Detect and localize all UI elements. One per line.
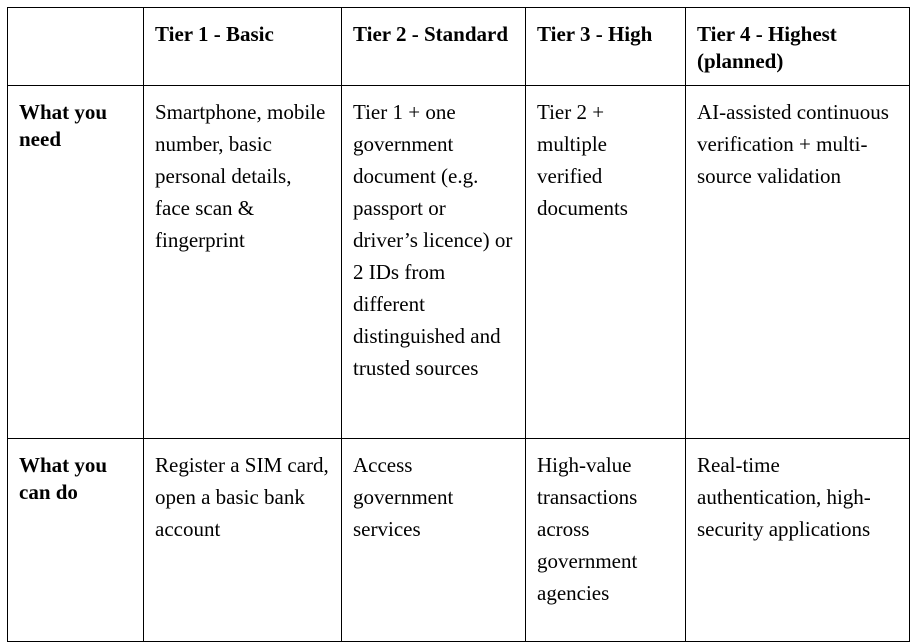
row-header-what-you-need: What you need <box>8 86 144 439</box>
column-header-tier-1: Tier 1 - Basic <box>144 8 342 86</box>
cell-do-tier-2: Access government services <box>342 439 526 642</box>
cell-do-tier-4: Real-time authentication, high-security applications <box>686 439 910 642</box>
table-row-what-you-can-do <box>8 439 910 642</box>
cell-need-tier-3: Tier 2 + multiple verified documents <box>526 86 686 439</box>
cell-need-tier-2: Tier 1 + one government document (e.g. passport or driver’s licence) or 2 IDs from different distinguished and trusted sources <box>342 86 526 439</box>
column-header-tier-2: Tier 2 - Standard <box>342 8 526 86</box>
column-header-tier-3: Tier 3 - High <box>526 8 686 86</box>
tier-table <box>7 7 910 642</box>
cell-do-tier-3: High-value transactions across government agencies <box>526 439 686 642</box>
table-row-what-you-need <box>8 86 910 439</box>
column-header-tier-4: Tier 4 - Highest (planned) <box>686 8 910 86</box>
cell-do-tier-1: Register a SIM card, open a basic bank account <box>144 439 342 642</box>
cell-need-tier-1: Smartphone, mobile number, basic personal details, face scan & fingerprint <box>144 86 342 439</box>
row-header-what-you-can-do: What you can do <box>8 439 144 642</box>
corner-cell <box>8 8 144 86</box>
tier-table-container <box>7 7 910 642</box>
table-header-row <box>8 8 910 86</box>
cell-need-tier-4: AI-assisted continuous verification + multi-source validation <box>686 86 910 439</box>
